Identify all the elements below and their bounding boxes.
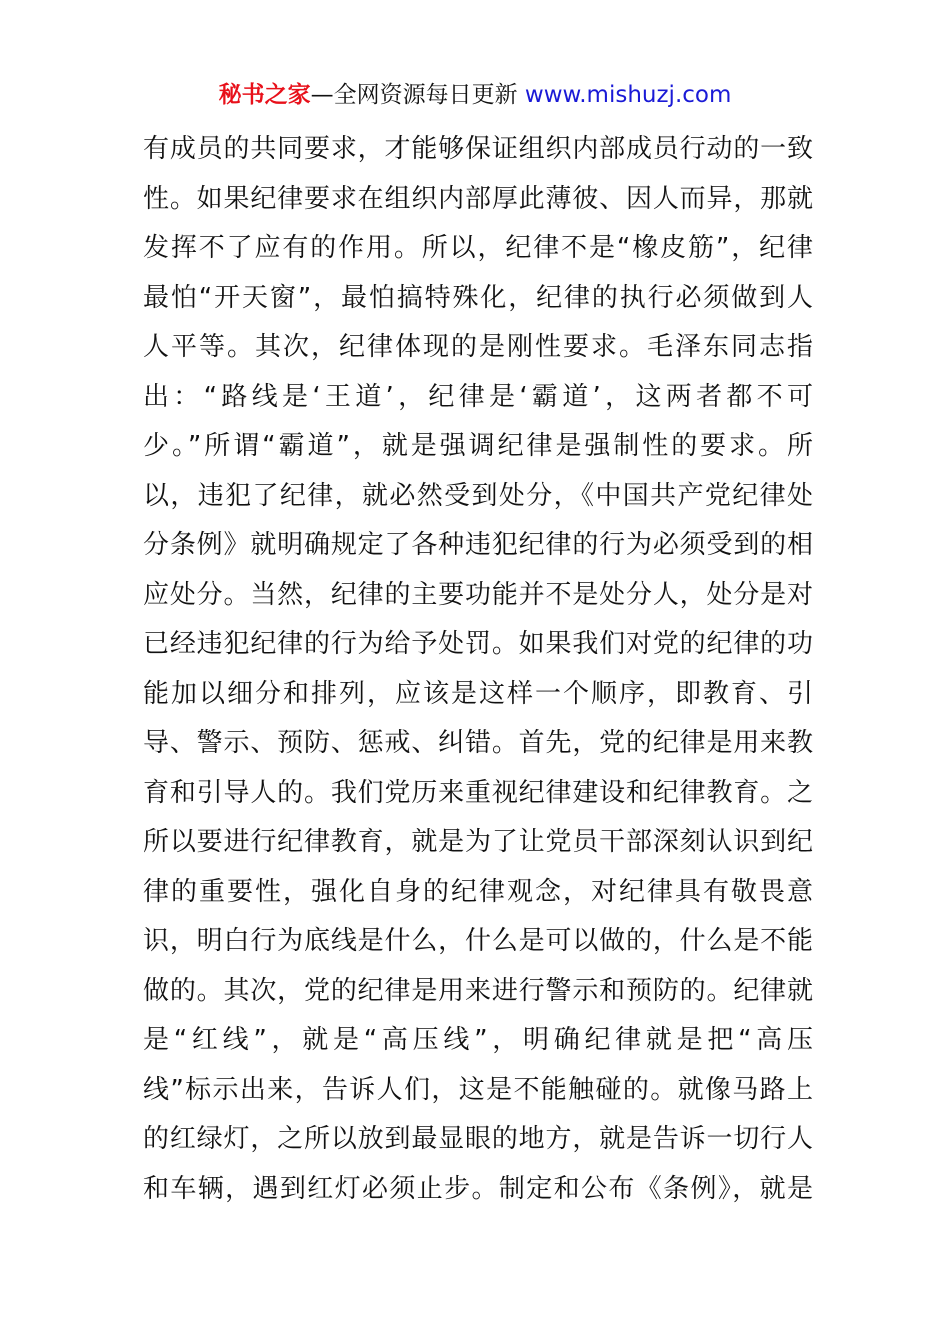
text-line: 人平等。其次，纪律体现的是刚性要求。毛泽东同志指 bbox=[143, 332, 813, 362]
text-line: 发挥不了应有的作用。所以，纪律不是“橡皮筋”，纪律 bbox=[143, 233, 813, 263]
text-line: 是“红线”，就是“高压线”，明确纪律就是把“高压 bbox=[143, 1025, 813, 1055]
header-tagline: —全网资源每日更新 bbox=[310, 82, 518, 108]
body-text bbox=[143, 125, 813, 1214]
text-line: 最怕“开天窗”，最怕搞特殊化，纪律的执行必须做到人 bbox=[143, 282, 813, 313]
text-line: 做的。其次，党的纪律是用来进行警示和预防的。纪律就 bbox=[143, 975, 813, 1006]
text-line: 律的重要性，强化自身的纪律观念，对纪律具有敬畏意 bbox=[143, 876, 813, 907]
text-line: 育和引导人的。我们党历来重视纪律建设和纪律教育。之 bbox=[143, 777, 813, 808]
text-line: 识，明白行为底线是什么，什么是可以做的，什么是不能 bbox=[143, 926, 813, 956]
text-line: 性。如果纪律要求在组织内部厚此薄彼、因人而异，那就 bbox=[143, 183, 813, 214]
text-line: 少。”所谓“霸道”，就是强调纪律是强制性的要求。所 bbox=[143, 431, 813, 461]
text-line: 所以要进行纪律教育，就是为了让党员干部深刻认识到纪 bbox=[143, 827, 813, 857]
text-line: 导、警示、预防、惩戒、纠错。首先，党的纪律是用来教 bbox=[143, 728, 813, 758]
text-line: 有成员的共同要求，才能够保证组织内部成员行动的一致 bbox=[143, 134, 813, 164]
text-line: 的红绿灯，之所以放到最显眼的地方，就是告诉一切行人 bbox=[143, 1124, 813, 1154]
text-line: 线”标示出来，告诉人们，这是不能触碰的。就像马路上 bbox=[143, 1074, 813, 1105]
text-line: 和车辆，遇到红灯必须止步。制定和公布《条例》，就是 bbox=[143, 1173, 813, 1204]
text-line: 分条例》就明确规定了各种违犯纪律的行为必须受到的相 bbox=[143, 530, 813, 560]
text-line: 能加以细分和排列，应该是这样一个顺序，即教育、引 bbox=[143, 678, 813, 709]
site-url-link[interactable]: www.mishuzj.com bbox=[524, 82, 732, 108]
site-header bbox=[0, 78, 950, 112]
brand-name: 秘书之家 bbox=[218, 82, 311, 108]
text-line: 以，违犯了纪律，就必然受到处分，《中国共产党纪律处 bbox=[143, 480, 813, 511]
text-line: 已经违犯纪律的行为给予处罚。如果我们对党的纪律的功 bbox=[143, 629, 813, 659]
text-line: 出：“路线是‘王道’，纪律是‘霸道’，这两者都不可 bbox=[143, 381, 813, 412]
text-line: 应处分。当然，纪律的主要功能并不是处分人，处分是对 bbox=[143, 579, 813, 610]
